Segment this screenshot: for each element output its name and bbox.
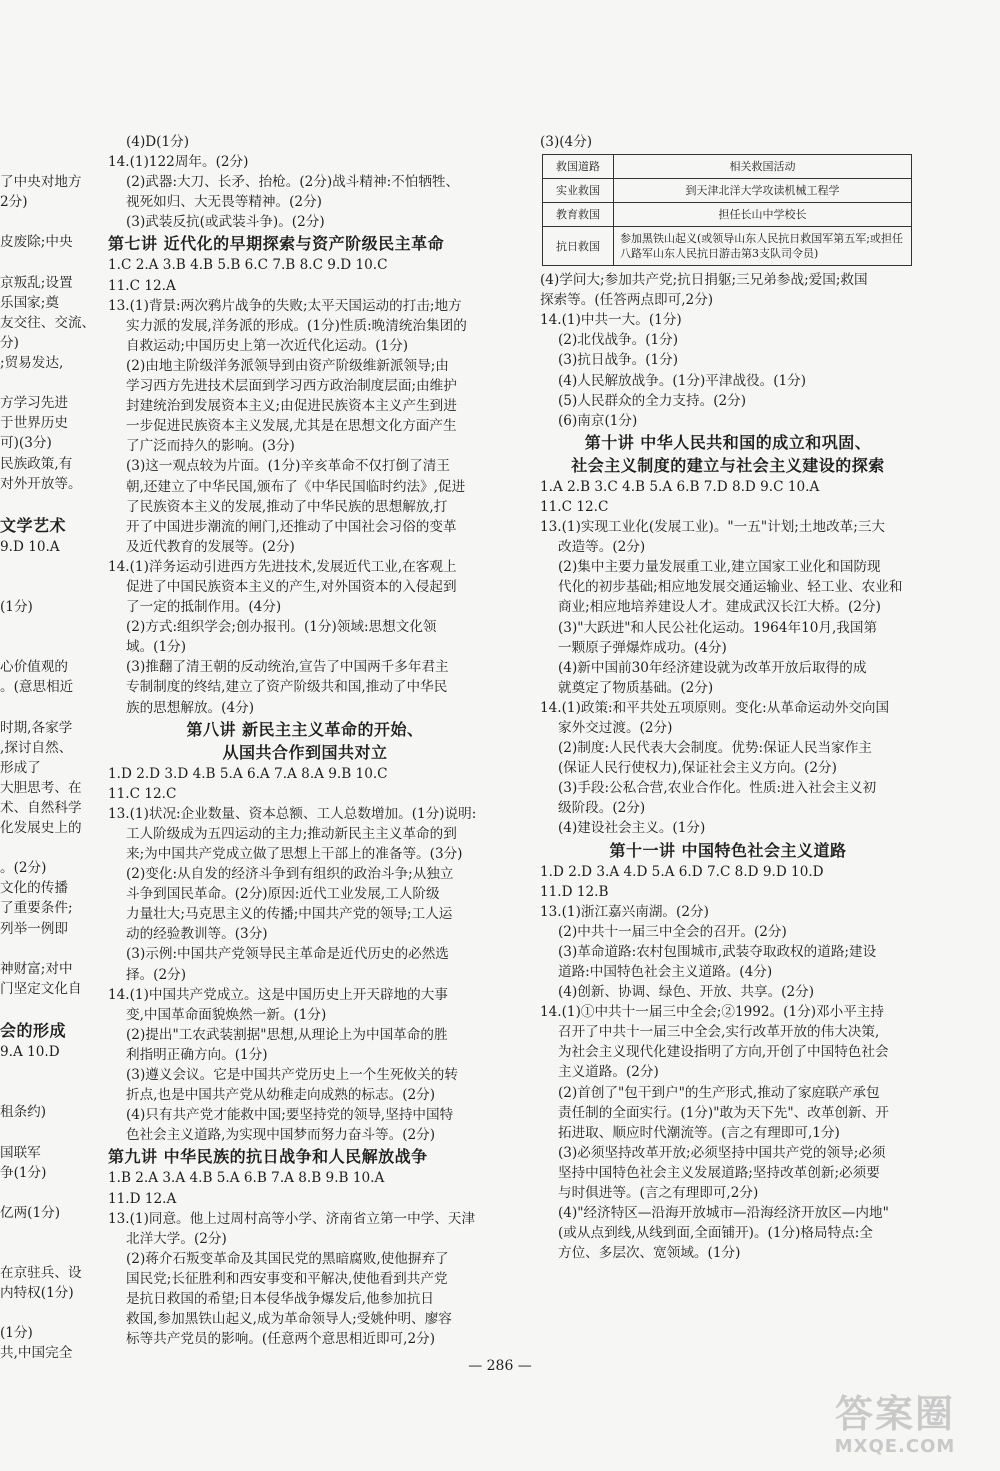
text-line: (4)新中国前30年经济建设就为改革开放后取得的成 xyxy=(558,659,867,676)
right-column xyxy=(540,132,916,1263)
text-line: 14.(1)122周年。(2分) xyxy=(108,154,249,171)
text-line: (2)集中主要力量发展重工业,建立国家工业化和国防现 xyxy=(558,559,881,576)
text-line: 分) xyxy=(0,334,19,351)
text-line xyxy=(0,557,96,577)
text-line xyxy=(0,1303,96,1323)
text-line: 国民党;长征胜利和西安事变和平解决,使他看到共产党 xyxy=(126,1270,448,1287)
text-line: 族的思想解放。(4分) xyxy=(126,699,255,716)
text-line: 1.D 2.D 3.D 4.B 5.A 6.A 7.A 8.A 9.B 10.C xyxy=(108,765,388,782)
text-line xyxy=(0,698,96,718)
text-line: 救国,参加黑铁山起义,成为革命领导人;受姚仲明、廖容 xyxy=(126,1311,452,1328)
text-line: 14.(1)中共一大。(1分) xyxy=(540,312,682,329)
text-line: 2分) xyxy=(0,194,28,211)
text-line: 工人阶级成为五四运动的主力;推动新民主主义革命的到 xyxy=(126,825,457,842)
text-line: 自救运动;中国历史上第一次近代化运动。(1分) xyxy=(126,337,409,354)
text-line: 友交往、交流、 xyxy=(0,314,96,331)
text-line xyxy=(0,939,96,959)
table-header-row xyxy=(543,155,912,179)
table-cell: 实业救国 xyxy=(543,179,614,203)
section-heading: 社会主义制度的建立与社会主义建设的探索 xyxy=(571,455,885,475)
section-heading: 第七讲 近代化的早期探索与资产阶级民主革命 xyxy=(108,234,445,254)
text-line xyxy=(0,132,96,152)
text-line: 化发展史上的 xyxy=(0,820,82,837)
text-line: 14.(1)中国共产党成立。这是中国历史上开天辟地的大事 xyxy=(108,986,448,1003)
text-line: 变,中国革命面貌焕然一新。(1分) xyxy=(126,1006,327,1023)
text-line: 神财富;对中 xyxy=(0,960,73,977)
left-column-fragment xyxy=(0,132,96,1364)
text-line: 时期,各家学 xyxy=(0,719,73,736)
text-line: 动的经验教训等。(3分) xyxy=(126,926,268,943)
text-line: (3)这一观点较为片面。(1分)辛亥革命不仅打倒了清王 xyxy=(126,458,450,475)
watermark-line1: 答案圈 xyxy=(834,1392,955,1436)
text-line: 13.(1)状况:企业数量、资本总额、工人总数增加。(1分)说明: xyxy=(108,805,477,822)
text-line xyxy=(0,253,96,273)
text-line: 门坚定文化自 xyxy=(0,980,82,997)
text-line: (2)变化:从自发的经济斗争到有组织的政治斗争;从独立 xyxy=(126,866,454,883)
text-line: 11.D 12.B xyxy=(540,883,609,900)
text-line: 共,中国完全 xyxy=(0,1345,73,1362)
table-cell: 到天津北洋大学攻读机械工程学 xyxy=(614,179,912,203)
text-line: 力量壮大;马克思主义的传播;中国共产党的领导;工人运 xyxy=(126,906,453,923)
text-line: 租条约) xyxy=(0,1104,47,1121)
text-line: 方位、多层次、宽领域。(1分) xyxy=(558,1245,741,1262)
text-line: (2)提出"工农武装割据"思想,从理论上为中国革命的胜 xyxy=(126,1026,448,1043)
text-line: 来;为中国共产党成立做了思想上干部上的准备等。(3分) xyxy=(126,846,463,862)
text-line: 责任制的全面实行。(1分)"敢为天下先"、改革创新、开 xyxy=(558,1104,889,1121)
text-line: (5)人民群众的全力支持。(2分) xyxy=(558,392,747,409)
text-line: 争(1分) xyxy=(0,1164,47,1181)
text-line: 对外开放等。 xyxy=(0,475,82,492)
text-line: 了广泛而持久的影响。(3分) xyxy=(126,438,295,455)
text-line: 形成了 xyxy=(0,759,41,776)
text-line: 于世界历史 xyxy=(0,415,68,432)
text-line: 代化的初步基础;相应地发展交通运输业、轻工业、农业和 xyxy=(558,579,903,596)
text-line: 13.(1)浙江嘉兴南湖。(2分) xyxy=(540,903,709,920)
text-line: 心价值观的 xyxy=(0,659,68,676)
middle-column xyxy=(108,132,502,1349)
text-line: 封建统治到发展资本主义;由促进民族资本主义产生到进 xyxy=(126,398,457,415)
text-line: 朝,还建立了中华民国,颁布了《中华民国临时约法》,促进 xyxy=(126,478,466,495)
text-line: (2)武器:大刀、长矛、抬枪。(2分)战斗精神:不怕牺牲、 xyxy=(126,174,460,191)
table-cell: 参加黑铁山起义(或领导山东人民抗日救国军第五军;或担任八路军山东人民抗日游击第3支队司令员) xyxy=(614,227,912,266)
text-line: 促进了中国民族资本主义的产生,对外国资本的入侵起到 xyxy=(126,578,457,595)
text-line: 商业;相应地培养建设人才。建成武汉长江大桥。(2分) xyxy=(558,599,881,616)
text-line: 视死如归、大无畏等精神。(2分) xyxy=(126,194,322,211)
text-line: (1分) xyxy=(0,1325,33,1342)
text-line: (4)D(1分) xyxy=(126,134,190,150)
text-line: 就奠定了物质基础。(2分) xyxy=(558,679,714,696)
text-line xyxy=(0,373,96,393)
text-line: 标等共产党员的影响。(任意两个意思相近即可,2分) xyxy=(126,1331,436,1348)
text-line: 折点,也是中国共产党从幼稚走向成熟的标志。(2分) xyxy=(126,1087,436,1104)
text-line: (3)示例:中国共产党领导民主革命是近代历史的必然选 xyxy=(126,946,449,963)
text-line xyxy=(0,577,96,597)
text-line: (3)"大跃进"和人民公社化运动。1964年10月,我国第 xyxy=(558,619,878,636)
text-line: 改造等。(2分) xyxy=(558,539,646,556)
text-line: 14.(1)①中共十一届三中全会;②1992。(1分)邓小平主持 xyxy=(540,1004,884,1021)
text-line: 北洋大学。(2分) xyxy=(126,1230,227,1247)
table-header-cell: 救国道路 xyxy=(543,155,614,179)
text-line: 道路:中国特色社会主义道路。(4分) xyxy=(558,964,773,980)
right-column-top xyxy=(540,132,916,152)
table-cell: 担任长山中学校长 xyxy=(614,203,912,227)
text-line: 召开了中共十一届三中全会,实行改革开放的伟大决策, xyxy=(558,1024,880,1041)
text-line: 主义道路。(2分) xyxy=(558,1064,659,1081)
text-line: 13.(1)实现工业化(发展工业)。"一五"计划;土地改革;三大 xyxy=(540,519,886,536)
text-line: 与时俱进等。(言之有理即可,2分) xyxy=(558,1185,759,1202)
text-line: 13.(1)背景:两次鸦片战争的失败;太平天国运动的打击;地方 xyxy=(108,297,462,314)
text-line: 11.C 12.C xyxy=(108,785,177,802)
text-line: (3)抗日战争。(1分) xyxy=(558,352,679,369)
text-line xyxy=(0,212,96,232)
table-row xyxy=(543,179,912,203)
text-line: 择。(2分) xyxy=(126,966,187,983)
text-line: (3)革命道路:农村包围城市,武装夺取政权的道路;建设 xyxy=(558,943,877,960)
text-line: 一步促进民族资本主义发展,尤其是在思想文化方面产生 xyxy=(126,418,457,435)
text-line: (4)人民解放战争。(1分)平津战役。(1分) xyxy=(558,372,807,389)
text-line: (3)(4分) xyxy=(540,134,593,150)
text-line: 13.(1)同意。他上过周村高等小学、济南省立第一中学、天津 xyxy=(108,1210,476,1227)
text-line: 京叛乱;设置 xyxy=(0,274,73,291)
right-column-body xyxy=(540,270,916,1263)
text-line: 大胆思考、在 xyxy=(0,779,82,796)
section-heading: 第十讲 中华人民共和国的成立和巩固、 xyxy=(584,432,872,452)
text-line: 实力派的发展,洋务派的形成。(1分)性质:晚清统治集团的 xyxy=(126,317,467,334)
text-line: 1.B 2.A 3.A 4.B 5.A 6.B 7.A 8.B 9.B 10.A xyxy=(108,1170,385,1187)
text-line: 拓进取、顺应时代潮流等。(言之有理即可,1分) xyxy=(558,1124,840,1141)
text-line: 了民族资本主义的发展,推动了中华民族的思想解放,打 xyxy=(126,498,448,515)
section-heading: 第八讲 新民主主义革命的开始、 xyxy=(186,719,424,739)
text-line: 内特权(1分) xyxy=(0,1285,74,1302)
text-line: 可)(3分) xyxy=(0,435,52,452)
text-line: 家外交过渡。(2分) xyxy=(558,719,673,736)
text-line xyxy=(0,152,96,172)
text-line: 专制制度的终结,建立了资产阶级共和国,推动了中华民 xyxy=(126,679,448,696)
text-line: 。(意思相近 xyxy=(0,679,74,696)
text-line: (4)创新、协调、绿色、开放、共享。(2分) xyxy=(558,984,815,1001)
text-line: ,探讨自然、 xyxy=(0,739,73,756)
text-line: 学习西方先进技术层面到学习西方政治制度层面;由维护 xyxy=(126,378,457,395)
text-line: (或从点到线,从线到面,全面铺开)。(1分)格局特点:全 xyxy=(558,1225,873,1242)
text-line: 。(2分) xyxy=(0,860,47,877)
text-line: ;贸易发达, xyxy=(0,355,64,372)
text-line: 色社会主义道路,为实现中国梦而努力奋斗等。(2分) xyxy=(126,1127,436,1144)
text-line: 了一定的抵制作用。(4分) xyxy=(126,599,282,616)
text-line: 探索等。(任答两点即可,2分) xyxy=(540,292,714,309)
text-line xyxy=(0,1082,96,1102)
text-line xyxy=(0,1122,96,1142)
text-line: 为社会主义现代化建设指明了方向,开创了中国特色社会 xyxy=(558,1044,889,1061)
text-line: 术、自然科学 xyxy=(0,800,82,816)
watermark-logo xyxy=(795,1392,995,1458)
text-line: (6)南京(1分) xyxy=(558,412,638,429)
watermark-line2: MXQE.COM xyxy=(834,1436,956,1457)
section-heading: 第九讲 中华民族的抗日战争和人民解放战争 xyxy=(108,1147,428,1167)
text-line: 9.D 10.A xyxy=(0,538,60,555)
text-line xyxy=(0,637,96,657)
text-line: 利指明正确方向。(1分) xyxy=(126,1046,268,1063)
text-line: 11.C 12.A xyxy=(108,277,176,294)
text-line xyxy=(0,1183,96,1203)
text-line: (2)北伐战争。(1分) xyxy=(558,332,679,349)
text-line: 及近代教育的发展等。(2分) xyxy=(126,538,295,555)
text-line: 坚持中国特色社会主义发展道路;坚持改革创新;必须要 xyxy=(558,1164,880,1181)
text-line: 皮废除;中央 xyxy=(0,234,73,251)
text-line: (4)学问大;参加共产党;抗日捐躯;三兄弟参战;爱国;救国 xyxy=(540,272,868,289)
text-line: 乐国家;奠 xyxy=(0,294,59,311)
table-header-cell: 相关救国活动 xyxy=(614,155,912,179)
text-line: 14.(1)洋务运动引进西方先进技术,发展近代工业,在客观上 xyxy=(108,558,457,575)
text-line xyxy=(0,494,96,514)
page-number: — 286 — xyxy=(468,1358,532,1374)
table-cell: 抗日救国 xyxy=(543,227,614,266)
text-line: 了重要条件; xyxy=(0,900,73,917)
text-line: 了中央对地方 xyxy=(0,174,82,191)
text-line: 列举一例即 xyxy=(0,920,68,937)
text-line: 一颗原子弹爆炸成功。(4分) xyxy=(558,639,727,656)
table-row xyxy=(543,227,912,266)
text-line: (2)方式:组织学会;创办报刊。(1分)领域:思想文化领 xyxy=(126,619,437,636)
text-line xyxy=(0,1062,96,1082)
text-line: 斗争到国民革命。(2分)原因:近代工业发展,工人阶级 xyxy=(126,886,440,903)
text-line: 方学习先进 xyxy=(0,395,68,412)
text-line: 11.D 12.A xyxy=(108,1190,177,1207)
text-line: (4)建设社会主义。(1分) xyxy=(558,820,706,837)
text-line: (3)推翻了清王朝的反动统治,宣告了中国两千多年君主 xyxy=(126,659,449,676)
section-heading: 文学艺术 xyxy=(0,515,67,535)
text-line: 1.C 2.A 3.B 4.B 5.B 6.C 7.B 8.C 9.D 10.C xyxy=(108,257,388,274)
text-line: (4)"经济特区—沿海开放城市—沿海经济开放区—内地" xyxy=(558,1205,889,1222)
text-line: 民族政策,有 xyxy=(0,455,73,472)
text-line: 1.A 2.B 3.C 4.B 5.A 6.B 7.D 8.D 9.C 10.A xyxy=(540,478,820,495)
section-heading: 会的形成 xyxy=(0,1021,67,1041)
text-line: 11.C 12.C xyxy=(540,498,609,515)
text-line: (3)手段:公私合营,农业合作化。性质:进入社会主义初 xyxy=(558,780,877,797)
text-line: (1分) xyxy=(0,599,33,616)
text-line: 1.D 2.D 3.A 4.D 5.A 6.D 7.C 8.D 9.D 10.D xyxy=(540,863,824,880)
text-line xyxy=(0,1223,96,1243)
table-cell: 教育救国 xyxy=(543,203,614,227)
text-line xyxy=(0,617,96,637)
text-line: 国联军 xyxy=(0,1144,41,1161)
text-line: (2)由地主阶级洋务派领导到由资产阶级维新派领导;由 xyxy=(126,357,449,374)
text-line: (2)蒋介石叛变革命及其国民党的黑暗腐败,使他摒弃了 xyxy=(126,1250,449,1267)
text-line: 域。(1分) xyxy=(126,639,187,656)
text-line: 14.(1)政策:和平共处五项原则。变化:从革命运动外交向国 xyxy=(540,699,890,716)
text-line: 开了中国进步潮流的闸门,还推动了中国社会习俗的变革 xyxy=(126,518,457,535)
text-line: 在京驻兵、设 xyxy=(0,1265,82,1282)
text-line: (2)中共十一届三中全会的召开。(2分) xyxy=(558,923,787,940)
text-line: (3)必须坚持改革开放;必须坚持中国共产党的领导;必须 xyxy=(558,1144,886,1161)
text-line xyxy=(0,1243,96,1263)
text-line xyxy=(0,999,96,1019)
text-line: 是抗日救国的希望;日本侵华战争爆发后,他参加抗日 xyxy=(126,1290,434,1307)
text-line: (2)首创了"包干到户"的生产形式,推动了家庭联产承包 xyxy=(558,1084,880,1101)
text-line: 级阶段。(2分) xyxy=(558,800,646,817)
text-line: 9.A 10.D xyxy=(0,1044,60,1061)
text-line: (3)武装反抗(或武装斗争)。(2分) xyxy=(126,214,325,231)
text-line: (4)只有共产党才能救中国;要坚持党的领导,坚持中国特 xyxy=(126,1107,454,1124)
table-row xyxy=(543,203,912,227)
text-line: (保证人民行使权力),保证社会主义方向。(2分) xyxy=(558,760,837,777)
text-line: 文化的传播 xyxy=(0,880,68,897)
text-line: (3)遵义会议。它是中国共产党历史上一个生死攸关的转 xyxy=(126,1067,458,1084)
section-heading: 从国共合作到国共对立 xyxy=(222,742,388,762)
text-line xyxy=(0,838,96,858)
text-line: 亿两(1分) xyxy=(0,1204,61,1221)
rescue-path-table xyxy=(542,154,912,266)
text-line: (2)制度:人民代表大会制度。优势:保证人民当家作主 xyxy=(558,740,872,757)
section-heading: 第十一讲 中国特色社会主义道路 xyxy=(609,840,847,860)
